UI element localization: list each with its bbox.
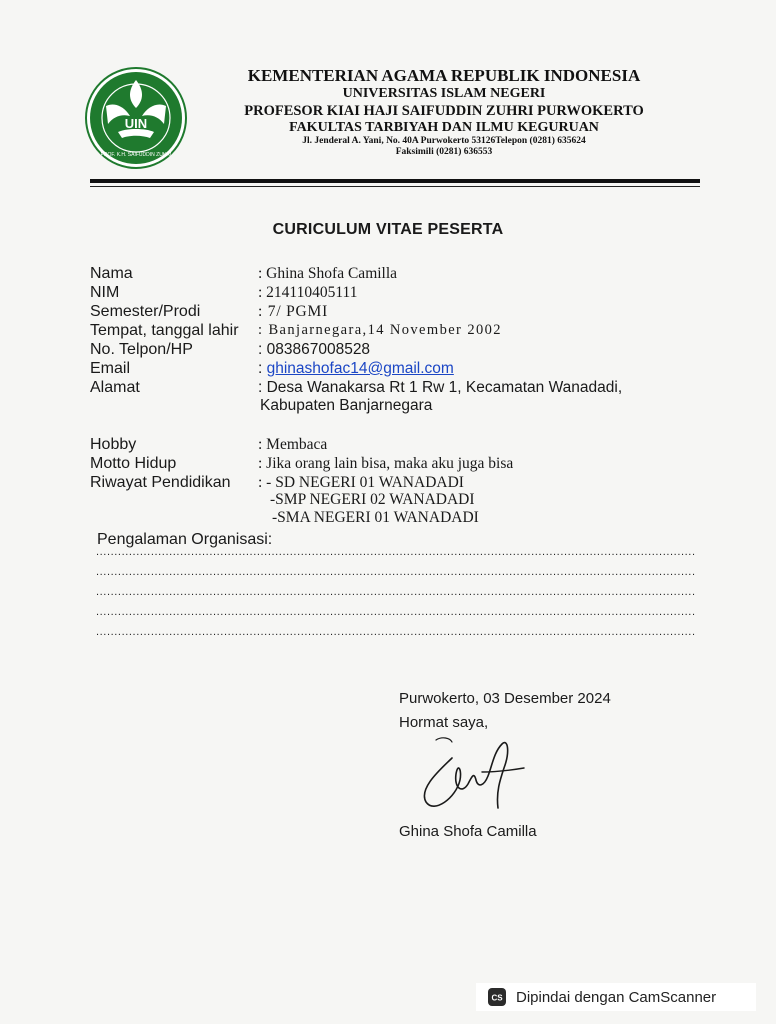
field-telpon — [90, 341, 690, 361]
dotted-line: .................................................................................................................................................................... — [96, 546, 696, 558]
field-nim — [90, 284, 690, 304]
field-label: Nama — [90, 265, 133, 282]
dotted-line: .................................................................................................................................................................... — [96, 606, 696, 618]
field-label: No. Telpon/HP — [90, 341, 193, 358]
field-semester-prodi — [90, 303, 690, 323]
letterhead-divider-thick — [90, 179, 700, 183]
faculty-name: FAKULTAS TARBIYAH DAN ILMU KEGURUAN — [289, 119, 599, 135]
field-label: Riwayat Pendidikan — [90, 474, 231, 491]
address-line: Jl. Jenderal A. Yani, No. 40A Purwokerto 53126Telepon (0281) 635624 — [302, 136, 586, 147]
place-date: Purwokerto, 03 Desember 2024 — [399, 690, 611, 707]
university-type: UNIVERSITAS ISLAM NEGERI — [342, 86, 546, 102]
field-nama — [90, 265, 690, 285]
email-link[interactable]: ghinashofac14@gmail.com — [266, 360, 454, 377]
field-pendidikan-3 — [90, 509, 690, 529]
camscanner-icon — [488, 988, 506, 1006]
university-logo-icon — [84, 66, 188, 170]
field-alamat-cont — [90, 397, 690, 417]
education-item: -SMP NEGERI 02 WANADADI — [270, 491, 475, 508]
fax-line: Faksimili (0281) 636553 — [395, 147, 493, 158]
camscanner-watermark — [476, 983, 756, 1011]
field-value: : Ghina Shofa Camilla — [258, 265, 398, 282]
dotted-line: .................................................................................................................................................................... — [96, 586, 696, 598]
field-value: : Desa Wanakarsa Rt 1 Rw 1, Kecamatan Wanadadi, — [258, 379, 623, 396]
field-label: Tempat, tanggal lahir — [90, 322, 239, 339]
field-value: : Banjarnegara,14 November 2002 — [258, 322, 502, 338]
field-label: NIM — [90, 284, 120, 301]
field-hobby — [90, 436, 690, 456]
field-email — [90, 360, 690, 380]
dotted-line: .................................................................................................................................................................... — [96, 566, 696, 578]
email-prefix: : — [258, 360, 267, 377]
education-item: -SMA NEGERI 01 WANADADI — [272, 509, 479, 526]
field-label: Alamat — [90, 379, 140, 396]
field-alamat — [90, 379, 690, 399]
field-label: Semester/Prodi — [90, 303, 201, 320]
field-label: Hobby — [90, 436, 137, 453]
field-value: : Jika orang lain bisa, maka aku juga bisa — [258, 455, 514, 472]
field-value: : 214110405111 — [258, 284, 358, 301]
watermark-text: Dipindai dengan CamScanner — [516, 988, 717, 1006]
field-value: : Membaca — [258, 436, 328, 453]
field-pendidikan-2 — [90, 491, 690, 511]
field-motto — [90, 455, 690, 475]
dotted-line: .................................................................................................................................................................... — [96, 626, 696, 638]
field-ttl — [90, 322, 690, 342]
education-item: : - SD NEGERI 01 WANADADI — [258, 474, 464, 491]
field-label: Motto Hidup — [90, 455, 177, 472]
field-label: Email — [90, 360, 131, 377]
field-value-continued: Kabupaten Banjarnegara — [260, 397, 433, 414]
handwritten-signature-icon — [412, 728, 530, 818]
svg-text:PROF. K.H. SAIFUDDIN ZUHRI: PROF. K.H. SAIFUDDIN ZUHRI — [100, 152, 172, 158]
field-value — [258, 360, 454, 378]
closing-text: Hormat saya, — [399, 714, 489, 731]
letterhead — [200, 66, 688, 159]
letterhead-divider-thin — [90, 186, 700, 187]
field-value: : 7/ PGMI — [258, 303, 329, 320]
ministry-name: KEMENTERIAN AGAMA REPUBLIK INDONESIA — [247, 66, 641, 85]
organisasi-title: Pengalaman Organisasi: — [97, 531, 273, 548]
signer-name: Ghina Shofa Camilla — [399, 823, 537, 840]
field-value: : 083867008528 — [258, 341, 371, 358]
document-title: CURICULUM VITAE PESERTA — [272, 221, 504, 238]
svg-text:UIN: UIN — [124, 116, 148, 131]
svg-text:CS: CS — [491, 993, 503, 1003]
university-name: PROFESOR KIAI HAJI SAIFUDDIN ZUHRI PURWOKERTO — [244, 102, 644, 119]
